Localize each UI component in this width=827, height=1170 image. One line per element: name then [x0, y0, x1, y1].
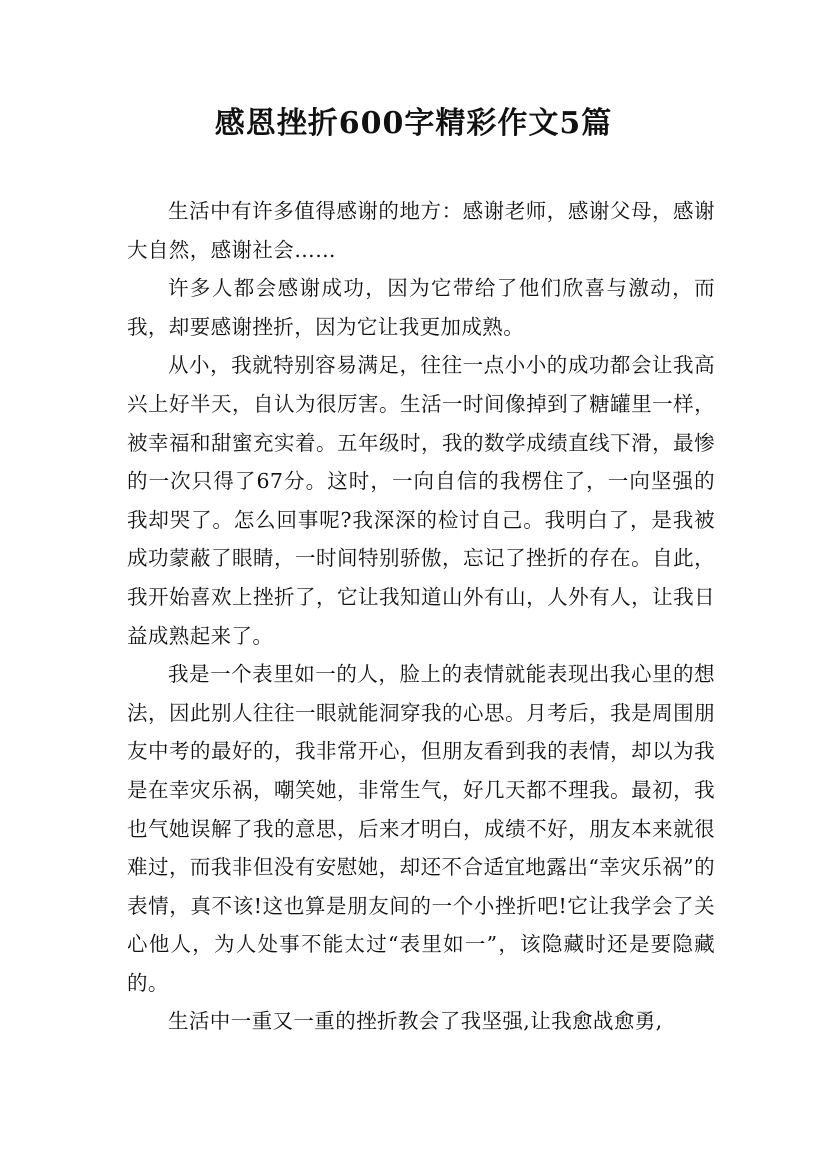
- paragraph-5: 生活中一重又一重的挫折教会了我坚强,让我愈战愈勇,: [168, 1009, 663, 1034]
- document-title: 感恩挫折600字精彩作文5篇: [214, 106, 613, 141]
- paragraph-4: 我是一个表里如一的人，脸上的表情就能表现出我心里的想法，因此别人往往一眼就能洞穿我的心思。月考后，我是周围朋友中考的最好的，我非常开心，但朋友看到我的表情，却以为我是在幸灾乐祸，嘲笑她，非常生气，好几天都不理我。最初，我也气她误解了我的意思，后来才明白，成绩不好，朋友本来就很难过，而我非但没有安慰她，却还不合适宜地露出“幸灾乐祸”的表情，真不该!这也算是朋友间的一个小挫折吧!它让我学会了关心他人，为人处事不能太过“表里如一”，该隐藏时还是要隐藏的。: [127, 662, 715, 995]
- paragraph-3: 从小，我就特别容易满足，往往一点小小的成功都会让我高兴上好半天，自认为很厉害。生活一时间像掉到了糖罐里一样，被幸福和甜蜜充实着。五年级时，我的数学成绩直线下滑，最惨的一次只得了67分。这时，一向自信的我楞住了，一向坚强的我却哭了。怎么回事呢?我深深的检讨自己。我明白了，是我被成功蒙蔽了眼睛，一时间特别骄傲，忘记了挫折的存在。自此，我开始喜欢上挫折了，它让我知道山外有山，人外有人，让我日益成熟起来了。: [127, 353, 715, 648]
- essay-body: [127, 192, 715, 1041]
- paragraph-2: 许多人都会感谢成功，因为它带给了他们欣喜与激动，而我，却要感谢挫折，因为它让我更加成熟。: [127, 276, 715, 339]
- paragraph-1: 生活中有许多值得感谢的地方：感谢老师，感谢父母，感谢大自然，感谢社会……: [127, 199, 715, 262]
